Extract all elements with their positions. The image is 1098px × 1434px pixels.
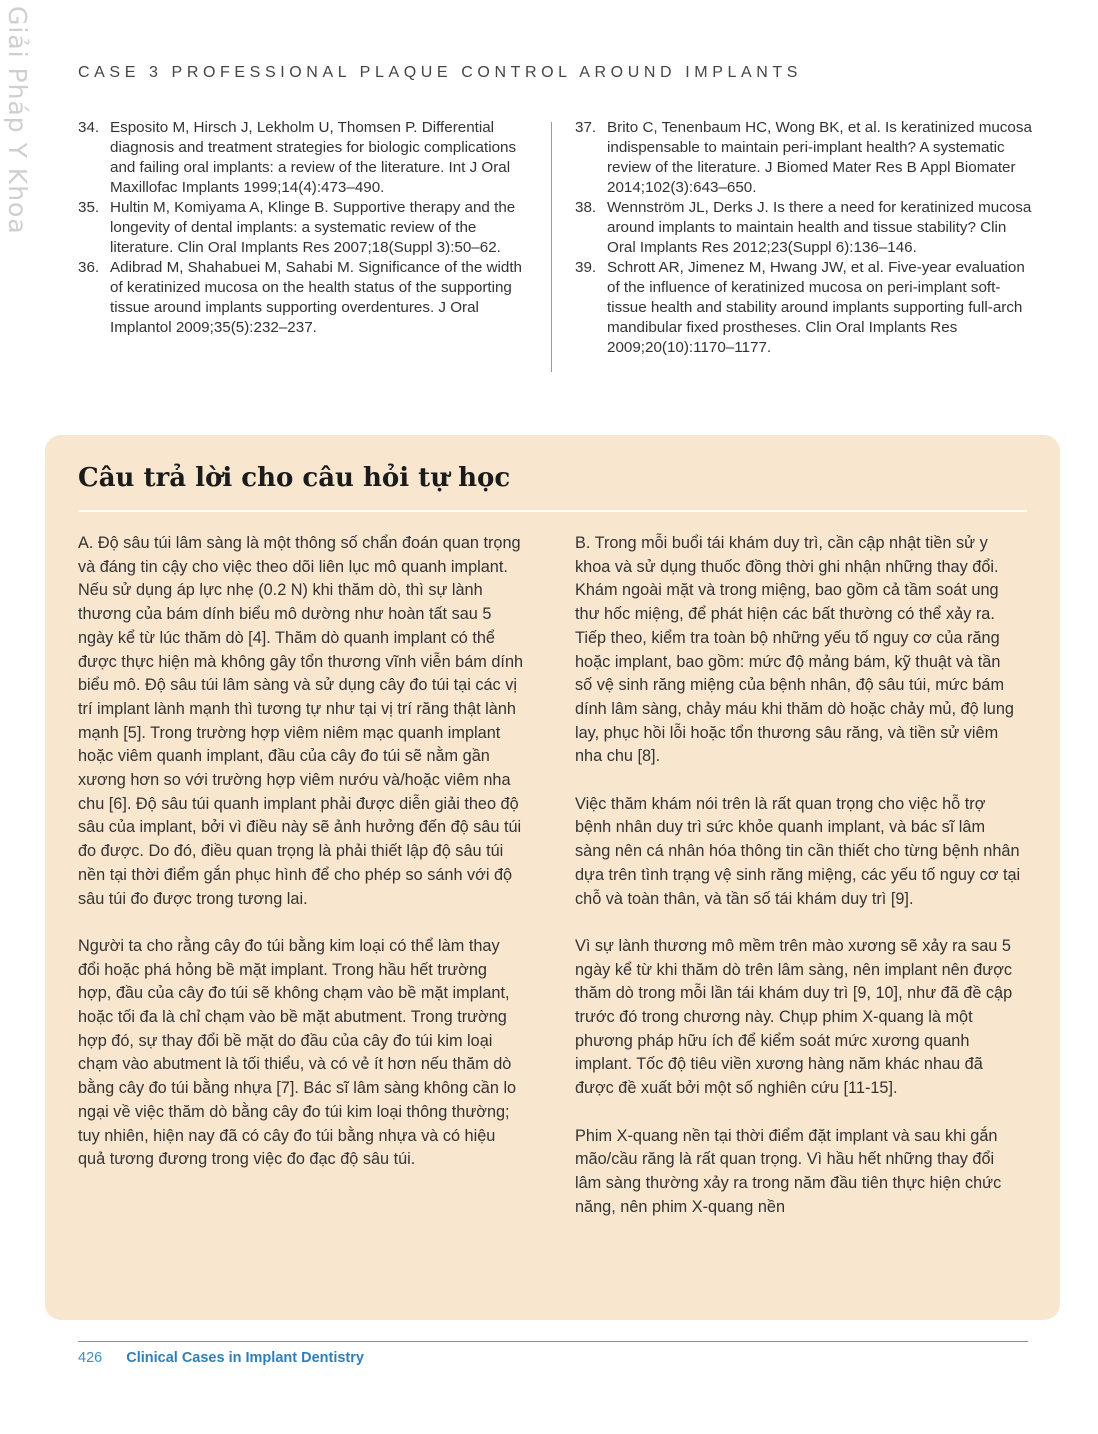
answer-paragraph: Việc thăm khám nói trên là rất quan trọng cho việc hỗ trợ bệnh nhân duy trì sức khỏe quanh implant, và bác sĩ lâm sàng nên cá nhân hóa thông tin cần thiết cho từng bệnh nhân dựa trên tình trạng vệ sinh răng miệng, các yếu tố nguy cơ tại chỗ và toàn thân, và tần số tái khám duy trì [9]. [575,794,1021,908]
answer-paragraph: Người ta cho rằng cây đo túi bằng kim loại có thể làm thay đổi hoặc phá hỏng bề mặt implant. Trong hầu hết trường hợp, đầu của cây đo túi sẽ không chạm vào bề mặt implant, hoặc tối đa là chỉ chạm vào bề mặt abutment. Trong trường hợp đó, sự thay đổi bề mặt do đầu của cây đo túi kim loại chạm vào abutment là tối thiểu, và có vẻ ít hơn nếu thăm dò bằng cây đo túi bằng nhựa [7]. Bác sĩ lâm sàng không cần lo ngại về việc thăm dò bằng cây đo túi kim loại thông thường; tuy nhiên, hiện nay đã có cây đo túi bằng nhựa và có hiệu quả tương đương trong việc đo đạc độ sâu túi. [78,936,517,1169]
reference-item [575,258,1035,358]
book-title: Clinical Cases in Implant Dentistry [126,1350,364,1366]
reference-text: Adibrad M, Shahabuei M, Sahabi M. Significance of the width of keratinized mucosa on the health status of the supporting tissue around implants supporting overdentures. J Oral Implantol 2009;35(5):232–237. [110,259,522,336]
reference-text: Esposito M, Hirsch J, Lekholm U, Thomsen P. Differential diagnosis and treatment strategies for biologic complications and failing oral implants: a review of the literature. Int J Oral Maxillofac Implants 1999;14(4):473–490. [110,119,517,196]
watermark: Giải Pháp Y Khoa [3,6,32,235]
title-divider [78,510,1027,512]
reference-text: Schrott AR, Jimenez M, Hwang JW, et al. Five-year evaluation of the influence of keratinized mucosa on peri-implant soft-tissue health and stability around implants supporting full-arch mandibular fixed prostheses. Clin Oral Implants Res 2009;20(10):1170–1177. [607,259,1025,356]
running-head: CASE 3 PROFESSIONAL PLAQUE CONTROL AROUND IMPLANTS [78,64,803,81]
answer-paragraph: B. Trong mỗi buổi tái khám duy trì, cần cập nhật tiền sử y khoa và sử dụng thuốc đồng thời ghi nhận những thay đổi. Khám ngoài mặt và trong miệng, bao gồm cả tầm soát ung thư hốc miệng, để phát hiện các bất thường có thể xảy ra. Tiếp theo, kiểm tra toàn bộ những yếu tố nguy cơ của răng hoặc implant, bao gồm: mức độ mảng bám, kỹ thuật và tần số vệ sinh răng miệng của bệnh nhân, độ sâu túi, mức bám dính lâm sàng, chảy máu khi thăm dò hoặc chảy mủ, độ lung lay, phục hồi lỗi hoặc tổn thương sâu răng, và tiền sử viêm nha chu [8]. [575,534,1014,766]
reference-number: 37. [575,119,597,136]
column-divider [551,122,552,372]
reference-text: Brito C, Tenenbaum HC, Wong BK, et al. Is keratinized mucosa indispensable to maintain peri-implant health? A systematic review of the literature. J Biomed Mater Res B Appl Biomater 2014;102(3):643–650. [607,119,1032,196]
reference-number: 36. [78,259,100,276]
reference-number: 38. [575,199,597,216]
answer-box [45,435,1060,1320]
reference-item [78,198,523,258]
reference-text: Wennström JL, Derks J. Is there a need for keratinized mucosa around implants to maintain health and tissue stability? Clin Oral Implants Res 2012;23(Suppl 6):136–146. [607,199,1032,256]
answer-column-left [78,532,524,1196]
page-number: 426 [78,1350,103,1366]
reference-column-right [575,118,1035,358]
answer-paragraph: Vì sự lành thương mô mềm trên mào xương sẽ xảy ra sau 5 ngày kể từ khi thăm dò trên lâm sàng, nên implant nên được thăm dò trong mỗi lần tái khám duy trì [9, 10], như đã đề cập trước đó trong chương này. Chụp phim X-quang là một phương pháp hữu ích để kiểm soát mức xương quanh implant. Tốc độ tiêu viền xương hàng năm khác nhau đã được đề xuất bởi một số nghiên cứu [11-15]. [575,936,1013,1098]
answer-paragraph: Phim X-quang nền tại thời điểm đặt implant và sau khi gắn mão/cầu răng là rất quan trọng. Vì hầu hết những thay đổi lâm sàng thường xảy ra trong năm đầu tiên thực hiện chức năng, nên phim X-quang nền [575,1126,1002,1216]
answer-paragraph: A. Độ sâu túi lâm sàng là một thông số chẩn đoán quan trọng và đáng tin cậy cho việc theo dõi liên lục mô quanh implant. Nếu sử dụng áp lực nhẹ (0.2 N) khi thăm dò, thì sự lành thương của bám dính biểu mô dường như hoàn tất sau 5 ngày kể từ lúc thăm dò [4]. Thăm dò quanh implant có thể được thực hiện mà không gây tổn thương vĩnh viễn bám dính biểu mô. Độ sâu túi lâm sàng và sử dụng cây đo túi tại các vị trí implant lành mạnh thì tương tự như tại vị trí răng thật lành mạnh [5]. Trong trường hợp viêm niêm mạc quanh implant hoặc viêm quanh implant, đầu của cây đo túi sẽ nằm gần xương hơn so với trường hợp viêm nướu và/hoặc viêm nha chu [6]. Độ sâu túi quanh implant phải được diễn giải theo độ sâu của implant, bởi vì điều này sẽ ảnh hưởng đến độ sâu túi đo được. Do đó, điều quan trọng là phải thiết lập độ sâu túi nền tại thời điểm gắn phục hình để cho phép so sánh với độ sâu túi đo được trong tương lai. [78,534,524,908]
reference-item [575,118,1035,198]
reference-number: 35. [78,199,100,216]
reference-number: 39. [575,259,597,276]
reference-item [78,258,523,338]
reference-item [575,198,1035,258]
reference-item [78,118,523,198]
reference-column-left [78,118,523,338]
reference-number: 34. [78,119,100,136]
page-footer [78,1350,364,1366]
footer-rule [78,1341,1028,1342]
reference-text: Hultin M, Komiyama A, Klinge B. Supportive therapy and the longevity of dental implants: a systematic review of the literature. Clin Oral Implants Res 2007;18(Suppl 3):50–62. [110,199,516,256]
answer-box-title: Câu trả lời cho câu hỏi tự học [78,463,511,493]
answer-column-right [575,532,1021,1243]
